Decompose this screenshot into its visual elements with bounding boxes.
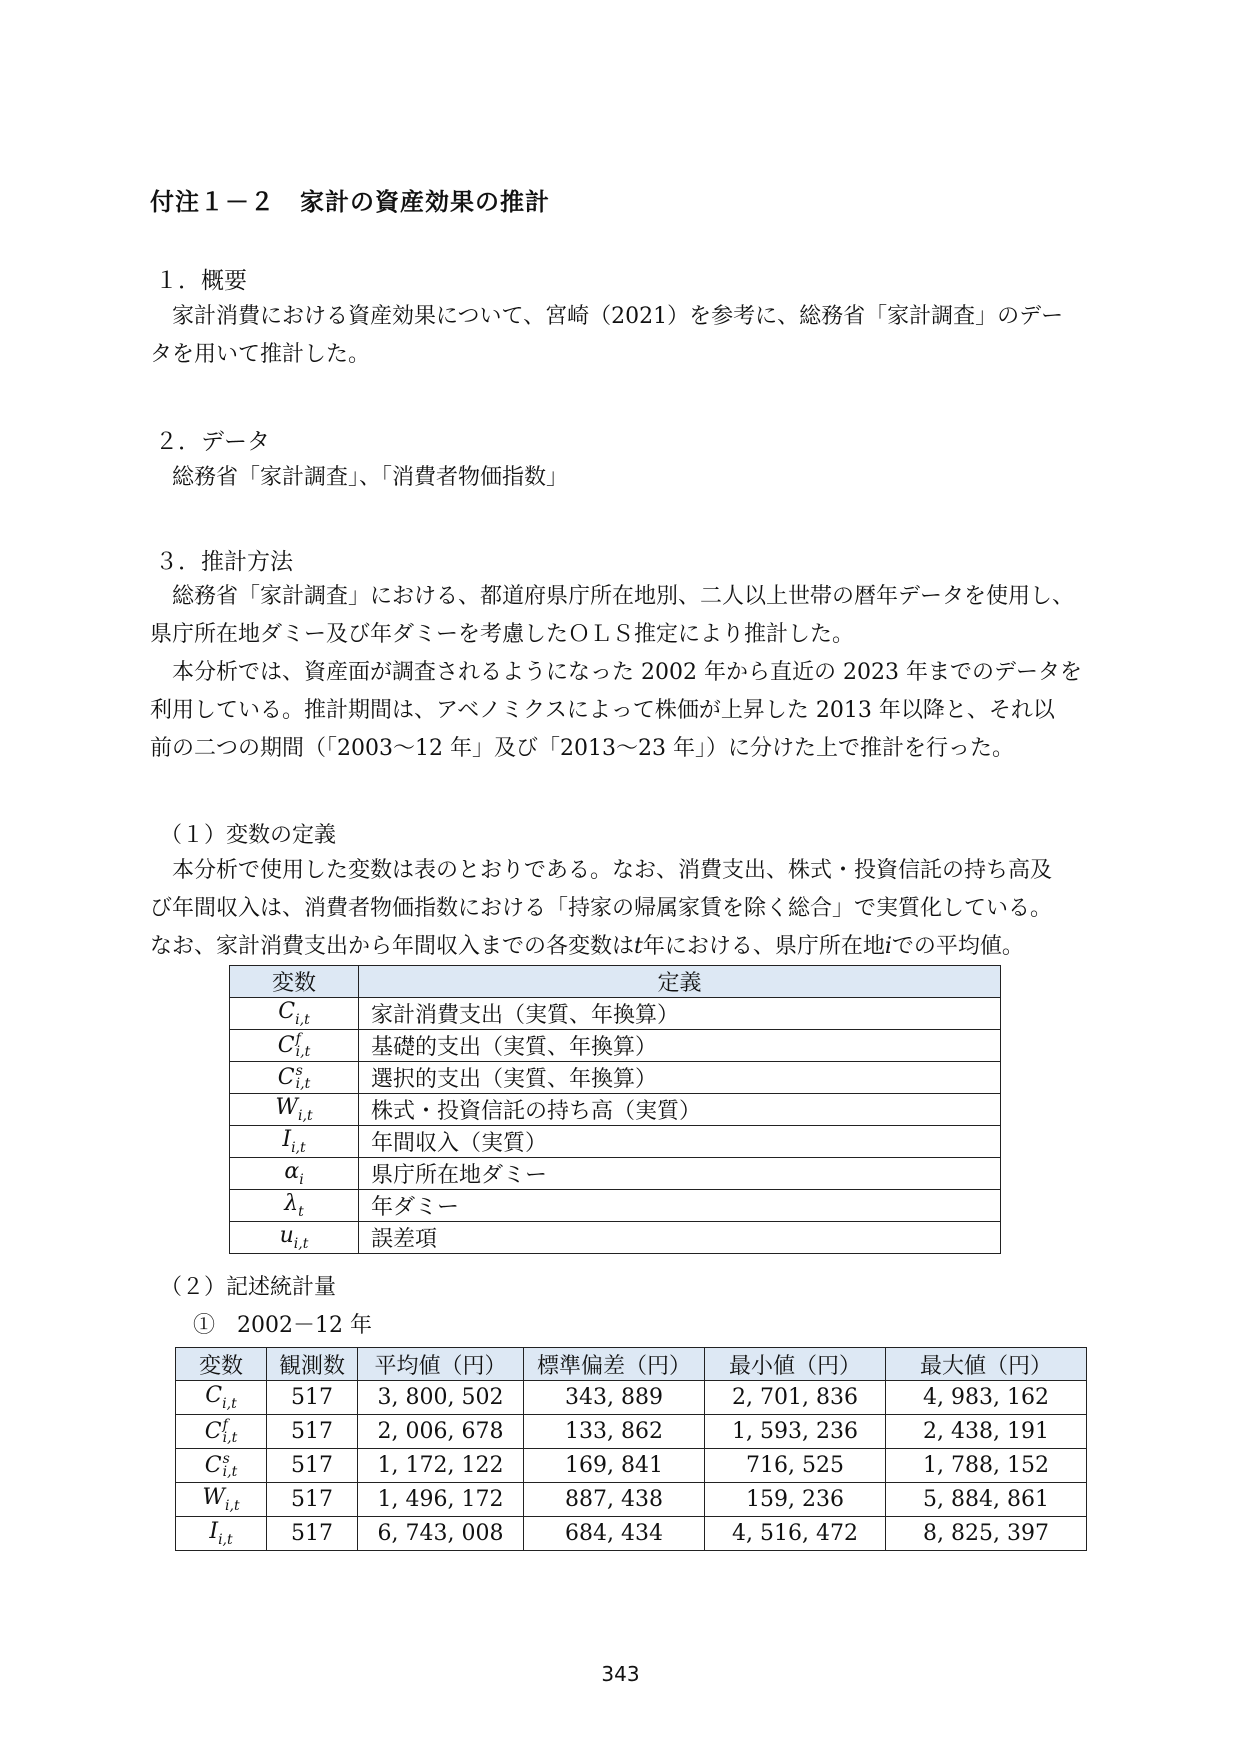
text-line: 県庁所在地ダミー及び年ダミーを考慮したＯＬＳ推定により推計した。 [150,622,855,647]
variable-symbol: $u_{i,t}$ [230,1222,359,1254]
stat-cell-max: 1, 788, 152 [886,1449,1087,1483]
section-1-body [150,298,1110,374]
text-line: び年間収入は、消費者物価指数における「持家の帰属家賃を除く総合」で実質化している。 [150,896,1053,921]
descriptive-statistics-table [175,1347,1087,1551]
text-line: 前の二つの期間（「2003～12 年」及び「2013～23 年」）に分けた上で推計を行った。 [150,736,1014,761]
definition-cell: 家計消費支出（実質、年換算） [359,998,1001,1030]
table-row [176,1483,1087,1517]
variable-symbol: $\alpha_i$ [230,1158,359,1190]
definition-cell: 県庁所在地ダミー [359,1158,1001,1190]
column-header: 変数 [230,966,359,998]
stat-cell-mean: 3, 800, 502 [358,1381,524,1415]
variable-definition-table [229,965,1001,1254]
text-line: 家計消費における資産効果について、宮崎（2021）を参考に、総務省「家計調査」のデー [172,304,1064,329]
stat-cell-sd: 343, 889 [524,1381,705,1415]
stat-cell-min: 1, 593, 236 [705,1415,886,1449]
page-number: 343 [601,1662,640,1686]
stat-cell-sd: 133, 862 [524,1415,705,1449]
definition-cell: 株式・投資信託の持ち高（実質） [359,1094,1001,1126]
section-3-body [150,578,1110,768]
stat-cell-n: 517 [267,1381,358,1415]
variable-symbol: $I_{i,t}$ [176,1517,267,1551]
stat-cell-n: 517 [267,1483,358,1517]
subsection-1-body [150,852,1110,966]
stat-cell-mean: 6, 743, 008 [358,1517,524,1551]
stat-cell-max: 2, 438, 191 [886,1415,1087,1449]
table-row [230,1062,1001,1094]
table-row [230,998,1001,1030]
stat-cell-mean: 2, 006, 678 [358,1415,524,1449]
variable-symbol: $C_{i,t}$ [176,1381,267,1415]
variable-symbol: Cs i,t [176,1449,267,1483]
section-1-title: １．概要 [155,268,247,294]
column-header: 変数 [176,1348,267,1381]
table-row [176,1381,1087,1415]
text-line: 本分析で使用した変数は表のとおりである。なお、消費支出、株式・投資信託の持ち高及 [172,858,1053,883]
stat-cell-sd: 887, 438 [524,1483,705,1517]
section-2-title: ２．データ [155,429,270,455]
section-2-body [150,459,1110,497]
variable-symbol: Cf i,t [230,1030,359,1062]
stat-cell-sd: 684, 434 [524,1517,705,1551]
definition-cell: 誤差項 [359,1222,1001,1254]
definition-cell: 基礎的支出（実質、年換算） [359,1030,1001,1062]
definition-cell: 年ダミー [359,1190,1001,1222]
variable-symbol: $I_{i,t}$ [230,1126,359,1158]
stat-cell-n: 517 [267,1415,358,1449]
text-line: 総務省「家計調査」における、都道府県庁所在地別、二人以上世帯の暦年データを使用し、 [172,584,1075,609]
stat-cell-n: 517 [267,1517,358,1551]
variable-symbol: Cf i,t [176,1415,267,1449]
definition-cell: 選択的支出（実質、年換算） [359,1062,1001,1094]
variable-symbol: $C_{i,t}$ [230,998,359,1030]
stat-cell-mean: 1, 172, 122 [358,1449,524,1483]
section-3-title: ３．推計方法 [155,549,293,575]
table-row [230,1030,1001,1062]
column-header: 標準偏差（円） [524,1348,705,1381]
stat-cell-max: 8, 825, 397 [886,1517,1087,1551]
table-row [230,1190,1001,1222]
variable-symbol: $W_{i,t}$ [230,1094,359,1126]
text-line: タを用いて推計した。 [150,342,371,367]
stat-cell-n: 517 [267,1449,358,1483]
stat-cell-max: 4, 983, 162 [886,1381,1087,1415]
stat-cell-min: 159, 236 [705,1483,886,1517]
table-row [176,1517,1087,1551]
variable-symbol: Cs i,t [230,1062,359,1094]
table-row [230,1126,1001,1158]
stat-cell-min: 716, 525 [705,1449,886,1483]
definition-cell: 年間収入（実質） [359,1126,1001,1158]
text-line: 利用している。推計期間は、アベノミクスによって株価が上昇した 2013 年以降と、それ以 [150,698,1055,723]
variable-symbol: $\lambda_t$ [230,1190,359,1222]
stat-cell-min: 2, 701, 836 [705,1381,886,1415]
appendix-heading: 付注１－２ 家計の資産効果の推計 [150,188,550,216]
stat-cell-min: 4, 516, 472 [705,1517,886,1551]
variable-symbol: $W_{i,t}$ [176,1483,267,1517]
column-header: 最大値（円） [886,1348,1087,1381]
table-row [230,1158,1001,1190]
table-row [230,1094,1001,1126]
stat-cell-sd: 169, 841 [524,1449,705,1483]
table-row [230,1222,1001,1254]
subsection-2-title: （２）記述統計量 [160,1275,337,1300]
stat-cell-mean: 1, 496, 172 [358,1483,524,1517]
table-row [176,1415,1087,1449]
column-header: 観測数 [267,1348,358,1381]
text-line: 本分析では、資産面が調査されるようになった 2002 年から直近の 2023 年までのデータを [172,660,1082,685]
stat-cell-max: 5, 884, 861 [886,1483,1087,1517]
column-header: 平均値（円） [358,1348,524,1381]
text-line: なお、家計消費支出から年間収入までの各変数はt年における、県庁所在地iでの平均値。 [150,934,1024,959]
subsection-1-title: （１）変数の定義 [160,823,337,848]
table-row [176,1449,1087,1483]
column-header: 最小値（円） [705,1348,886,1381]
period-label: ① 2002－12 年 [193,1313,372,1338]
text-line: 総務省「家計調査」、「消費者物価指数」 [172,465,569,490]
column-header: 定義 [359,966,1001,998]
